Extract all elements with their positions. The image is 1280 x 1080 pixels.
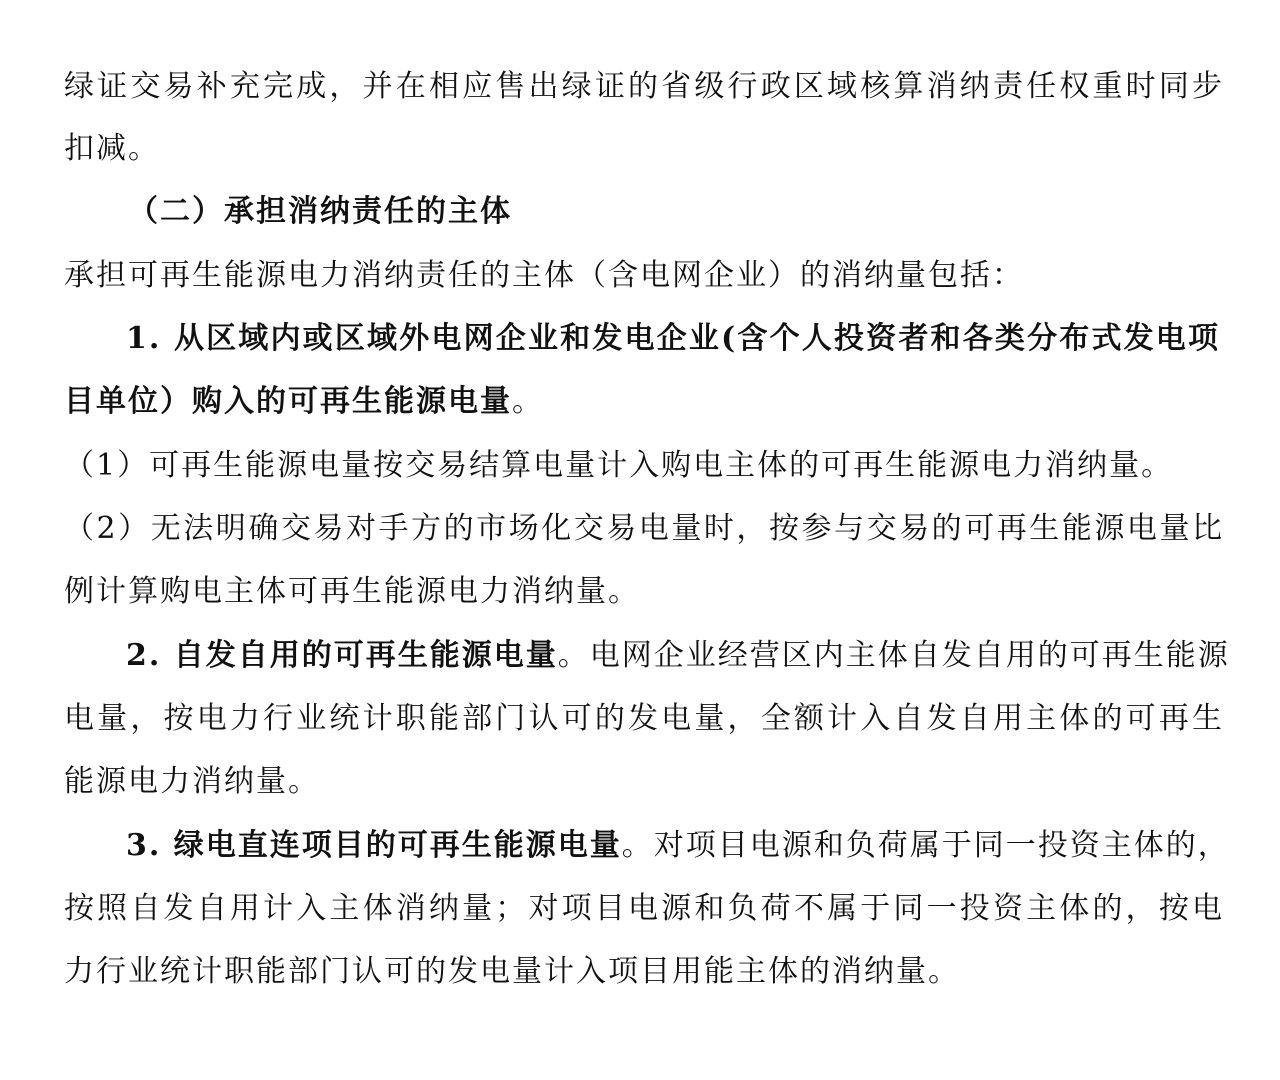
item-1-title-cont: 目单位）购入的可再生能源电量 [64, 384, 512, 419]
section-heading: （二）承担消纳责任的主体 [128, 194, 512, 229]
paragraph-line: 电量，按电力行业统计职能部门认可的发电量，全额计入自发自用主体的可再生 [64, 701, 1224, 736]
paragraph-line: 例计算购电主体可再生能源电力消纳量。 [64, 574, 640, 609]
sub-item-1: （1）可再生能源电量按交易结算电量计入购电主体的可再生能源电力消纳量。 [64, 448, 1174, 483]
item-2-text: 。电网企业经营区内主体自发自用的可再生能源 [557, 638, 1230, 673]
paragraph-line: 能源电力消纳量。 [64, 764, 320, 799]
item-1-title: 1. 从区域内或区域外电网企业和发电企业(含个人投资者和各类分布式发电项 [126, 321, 1220, 356]
item-3-text: 。对项目电源和负荷属于同一投资主体的， [621, 828, 1230, 863]
item-3-heading [126, 826, 1230, 866]
paragraph-line: 绿证交易补充完成，并在相应售出绿证的省级行政区域核算消纳责任权重时同步 [64, 69, 1224, 104]
item-1-period: 。 [512, 384, 544, 419]
item-1-heading-cont [64, 382, 1224, 422]
item-1-heading [126, 319, 1220, 359]
item-2-heading [126, 636, 1230, 676]
item-3-title: 3. 绿电直连项目的可再生能源电量 [126, 828, 622, 863]
paragraph-line: 承担可再生能源电力消纳责任的主体（含电网企业）的消纳量包括： [64, 258, 1024, 293]
paragraph-line: 扣减。 [64, 131, 160, 166]
paragraph-line: 按照自发自用计入主体消纳量；对项目电源和负荷不属于同一投资主体的，按电 [64, 891, 1224, 926]
paragraph-line: 力行业统计职能部门认可的发电量计入项目用能主体的消纳量。 [64, 954, 960, 989]
sub-item-2: （2）无法明确交易对手方的市场化交易电量时，按参与交易的可再生能源电量比 [64, 511, 1224, 546]
item-2-title: 2. 自发自用的可再生能源电量 [126, 638, 558, 673]
